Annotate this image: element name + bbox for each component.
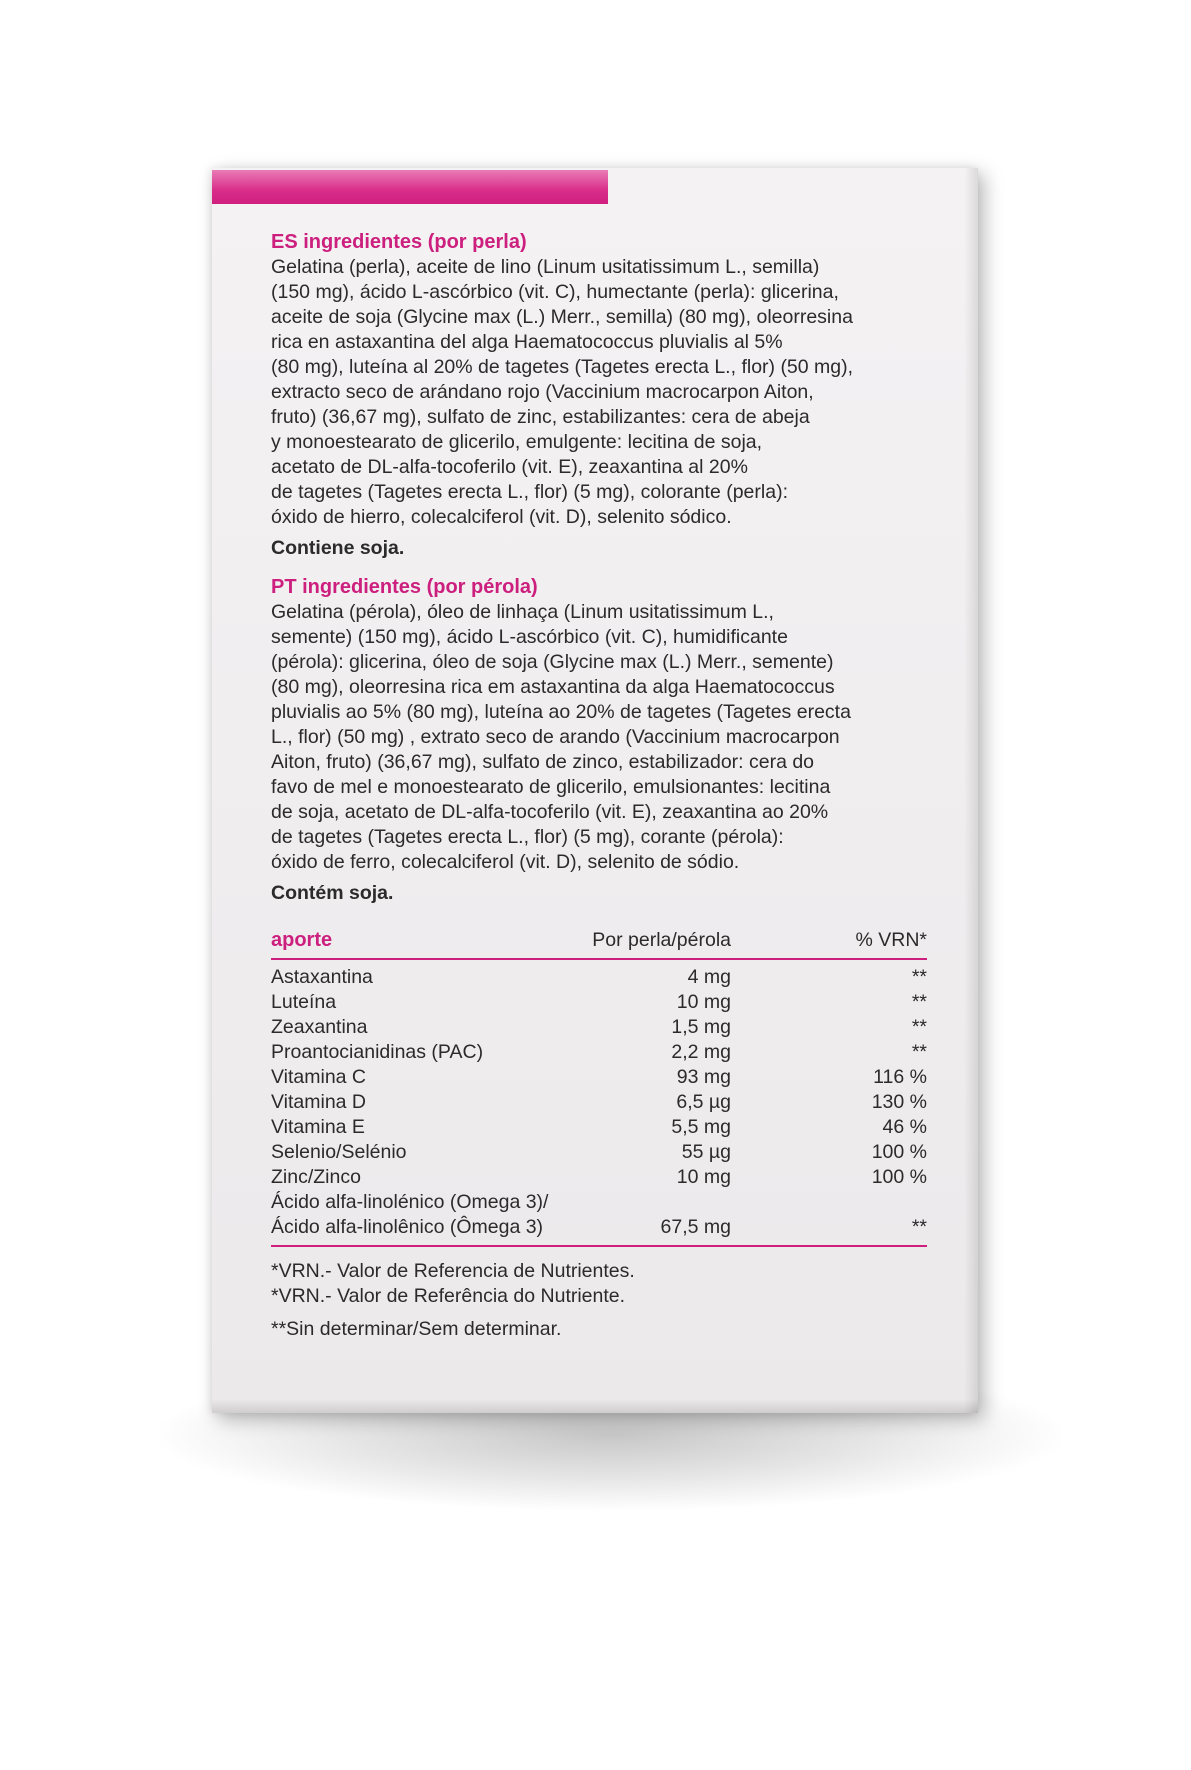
nutrient-amount: 67,5 mg (660, 1216, 731, 1238)
nutrient-name-line1: Ácido alfa-linolénico (Omega 3)/ (271, 1191, 549, 1213)
footnote-undetermined: **Sin determinar/Sem determinar. (271, 1318, 562, 1340)
label-content (271, 230, 931, 1342)
table-row (271, 990, 927, 1015)
nutrient-vrn: ** (911, 1016, 927, 1038)
header-per-pearl: Por perla/pérola (592, 929, 731, 951)
nutrient-vrn: 100 % (871, 1166, 927, 1188)
nutrient-amount: 2,2 mg (671, 1041, 731, 1063)
table-row-omega3-line1 (271, 1190, 927, 1215)
es-allergen-note: Contiene soja. (271, 537, 405, 559)
nutrient-amount: 5,5 mg (671, 1116, 731, 1138)
nutrient-amount: 6,5 µg (676, 1091, 731, 1113)
pt-allergen-note: Contém soja. (271, 882, 394, 904)
nutrient-amount: 93 mg (676, 1066, 731, 1088)
pt-ingredients-text: Gelatina (pérola), óleo de linhaça (Linum usitatissimum L., semente) (150 mg), ácido L-ascórbico (vit. C), humidificante (pérola): glicerina, óleo de soja (Glycine max (L.) Merr., semente) (80 mg), oleorresina rica em astaxantina da alga Haematococcus pluvialis ao 5% (80 mg), luteína ao 20% de tagetes (Tagetes erecta L., flor) (50 mg) , extrato seco de arando (Vaccinium macrocarpon Aiton, fruto) (36,67 mg), sulfato de zinco, estabilizador: cera do favo de mel e monoestearato de glicerilo, emulsionantes: lecitina de soja, acetato de DL-alfa-tocoferilo (vit. E), zeaxantina ao 20% de tagetes (Tagetes erecta L., flor) (5 mg), corante (pérola): óxido de ferro, colecalciferol (vit. D), selenito de sódio. (271, 601, 851, 873)
nutrient-vrn: 130 % (871, 1091, 927, 1113)
table-row (271, 1115, 927, 1140)
es-ingredients-heading: ES ingredientes (por perla) (271, 231, 527, 253)
package-back-panel (212, 168, 978, 1413)
table-row-omega3-line2 (271, 1215, 927, 1240)
panel-bottom-shade (212, 1399, 978, 1413)
es-ingredients-section (271, 230, 931, 561)
nutrient-name: Zinc/Zinco (271, 1166, 361, 1188)
nutrient-name: Selenio/Selénio (271, 1141, 407, 1163)
nutrient-name: Astaxantina (271, 966, 373, 988)
nutrient-amount: 10 mg (676, 991, 731, 1013)
header-vrn: % VRN* (855, 929, 927, 951)
table-top-rule (271, 958, 927, 960)
nutrient-vrn: 116 % (873, 1066, 927, 1088)
footnotes (271, 1259, 931, 1342)
nutrient-name: Zeaxantina (271, 1016, 368, 1038)
pt-ingredients-heading: PT ingredientes (por pérola) (271, 576, 538, 598)
nutrient-vrn: ** (911, 1216, 927, 1238)
table-row (271, 1140, 927, 1165)
pt-ingredients-section (271, 575, 931, 906)
nutrient-name: Vitamina C (271, 1066, 367, 1088)
table-row (271, 1015, 927, 1040)
nutrient-vrn: 46 % (882, 1116, 927, 1138)
nutrition-rows (271, 965, 927, 1240)
footnote-vrn-pt: *VRN.- Valor de Referência do Nutriente. (271, 1285, 626, 1307)
table-bottom-rule (271, 1245, 927, 1247)
nutrient-name-line2: Ácido alfa-linolênico (Ômega 3) (271, 1216, 544, 1238)
table-row (271, 1090, 927, 1115)
nutrient-name: Luteína (271, 991, 337, 1013)
nutrient-name: Vitamina D (271, 1091, 367, 1113)
table-row (271, 1165, 927, 1190)
nutrient-amount: 55 µg (681, 1141, 731, 1163)
nutrient-vrn: 100 % (871, 1141, 927, 1163)
nutrient-amount: 1,5 mg (671, 1016, 731, 1038)
nutrient-amount: 4 mg (687, 966, 731, 988)
nutrient-amount: 10 mg (676, 1166, 731, 1188)
table-row (271, 965, 927, 990)
panel-edge-shade (964, 168, 978, 1413)
nutrient-vrn: ** (911, 966, 927, 988)
nutrition-table (271, 928, 927, 1247)
header-aporte: aporte (271, 929, 333, 951)
nutrient-vrn: ** (911, 1041, 927, 1063)
nutrient-name: Vitamina E (271, 1116, 365, 1138)
nutrition-table-header (271, 928, 927, 953)
nutrient-vrn: ** (911, 991, 927, 1013)
es-ingredients-text: Gelatina (perla), aceite de lino (Linum usitatissimum L., semilla) (150 mg), ácido L-ascórbico (vit. C), humectante (perla): glicerina, aceite de soja (Glycine max (L.) Merr., semilla) (80 mg), oleorresina rica en astaxantina del alga Haematococcus pluvialis al 5% (80 mg), luteína al 20% de tagetes (Tagetes erecta L., flor) (50 mg), extracto seco de arándano rojo (Vaccinium macrocarpon Aiton, fruto) (36,67 mg), sulfato de zinc, estabilizantes: cera de abeja y monoestearato de glicerilo, emulgente: lecitina de soja, acetato de DL-alfa-tocoferilo (vit. E), zeaxantina al 20% de tagetes (Tagetes erecta L., flor) (5 mg), colorante (perla): óxido de hierro, colecalciferol (vit. D), selenito sódico. (271, 256, 854, 528)
accent-bar (212, 170, 608, 204)
table-row (271, 1065, 927, 1090)
nutrient-name: Proantocianidinas (PAC) (271, 1041, 484, 1063)
table-row (271, 1040, 927, 1065)
footnote-vrn-es: *VRN.- Valor de Referencia de Nutrientes. (271, 1260, 635, 1282)
